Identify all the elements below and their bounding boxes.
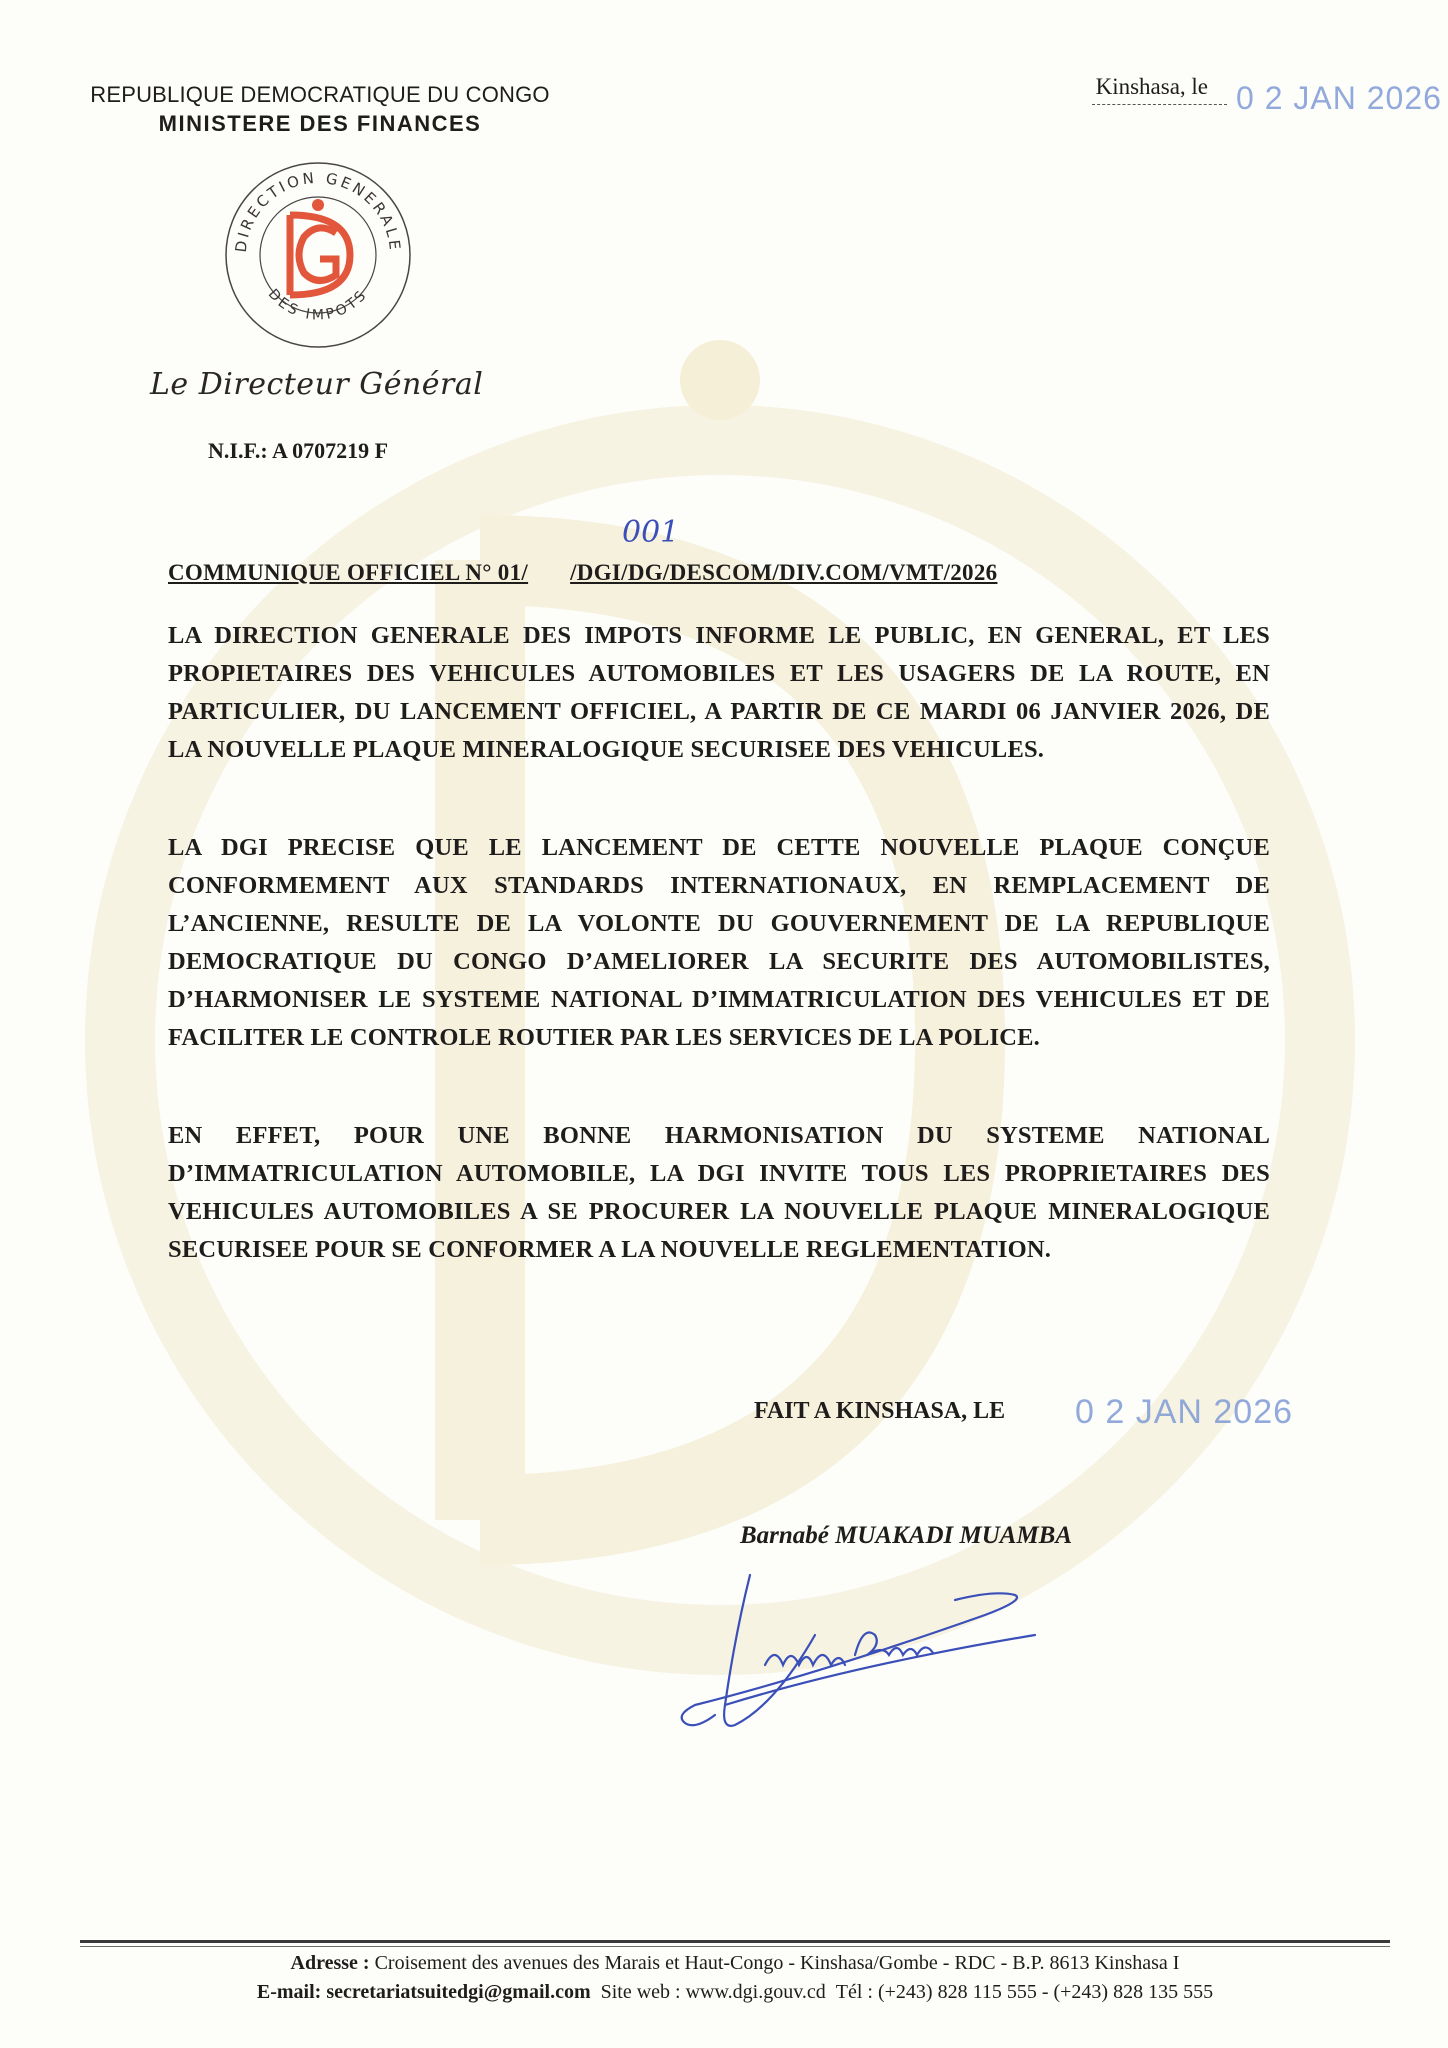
communique-title bbox=[168, 560, 997, 586]
paragraph-2: LA DGI PRECISE QUE LE LANCEMENT DE CETTE NOUVELLE PLAQUE CONÇUE CONFORMEMENT AUX STANDARDS INTERNATIONAUX, EN REMPLACEMENT DE L’ANCIENNE, RESULTE DE LA VOLONTE DU GOUVERNEMENT DE LA REPUBLIQUE DEMOCRATIQUE DU CONGO D’AMELIORER LA SECURITE DES AUTOMOBILISTES, D’HARMONISER LE SYSTEME NATIONAL D’IMMATRICULATION DES VEHICULES ET DE FACILITER LE CONTROLE ROUTIER PAR LES SERVICES DE LA POLICE. bbox=[168, 834, 1270, 1051]
country-name: REPUBLIQUE DEMOCRATIQUE DU CONGO bbox=[90, 82, 550, 107]
communique-title-suffix: /DGI/DG/DESCOM/DIV.COM/VMT/2026 bbox=[570, 560, 998, 585]
paragraph-3: EN EFFET, POUR UNE BONNE HARMONISATION DU SYSTEME NATIONAL D’IMMATRICULATION AUTOMOBILE, LA DGI INVITE TOUS LES PROPRIETAIRES DES VEHICULES AUTOMOBILES A SE PROCURER LA NOUVELLE PLAQUE MINERALOGIQUE SECURISEE POUR SE CONFORMER A LA NOUVELLE REGLEMENTATION. bbox=[168, 1122, 1270, 1263]
place-date-rule bbox=[1092, 104, 1227, 105]
footer-rule bbox=[80, 1940, 1390, 1943]
logo-ring-top: DIRECTION GENERALE bbox=[231, 168, 405, 254]
signatory-name: Barnabé MUAKADI MUAMBA bbox=[740, 1522, 1073, 1549]
logo-ring-bottom: DES IMPOTS bbox=[264, 286, 372, 324]
communique-title-prefix: COMMUNIQUE OFFICIEL N° 01/ bbox=[168, 560, 529, 585]
footer-rule-thin bbox=[80, 1946, 1390, 1947]
address-label: Adresse : bbox=[290, 1952, 370, 1974]
email-label: E-mail: bbox=[256, 1981, 322, 2003]
closing-date-stamp: 0 2 JAN 2026 bbox=[1075, 1393, 1294, 1431]
phone-text: Tél : (+243) 828 115 555 - (+243) 828 135 555 bbox=[835, 1981, 1214, 2003]
header-date-stamp: 0 2 JAN 2026 bbox=[1236, 80, 1442, 116]
svg-text:DIRECTION GENERALE bbox=[232, 169, 404, 254]
director-title: Le Directeur Général bbox=[150, 367, 484, 402]
address-text: Croisement des avenues des Marais et Haut-Congo - Kinshasa/Gombe - RDC - B.P. 8613 Kinshasa I bbox=[374, 1952, 1180, 1974]
footer-address-line bbox=[80, 1952, 1390, 1975]
tax-id-number: N.I.F.: A 0707219 F bbox=[208, 438, 389, 463]
done-at-label: FAIT A KINSHASA, LE bbox=[754, 1398, 1006, 1424]
footer-contact-line bbox=[80, 1981, 1390, 2004]
paragraph-1: LA DIRECTION GENERALE DES IMPOTS INFORME LE PUBLIC, EN GENERAL, ET LES PROPIETAIRES DES VEHICULES AUTOMOBILES ET LES USAGERS DE LA ROUTE, EN PARTICULIER, DU LANCEMENT OFFICIEL, A PARTIR DE CE MARDI 06 JANVIER 2026, DE LA NOUVELLE PLAQUE MINERALOGIQUE SECURISEE DES VEHICULES. bbox=[168, 622, 1270, 763]
handwritten-number: 001 bbox=[622, 515, 680, 550]
dgi-logo-icon bbox=[218, 155, 418, 355]
place-date-label: Kinshasa, le bbox=[1095, 74, 1208, 99]
signature-icon bbox=[655, 1555, 1055, 1755]
email-text[interactable]: secretariatsuitedgi@gmail.com bbox=[326, 1981, 591, 2003]
website-text[interactable]: Site web : www.dgi.gouv.cd bbox=[600, 1981, 826, 2003]
ministry-name: MINISTERE DES FINANCES bbox=[158, 111, 482, 136]
